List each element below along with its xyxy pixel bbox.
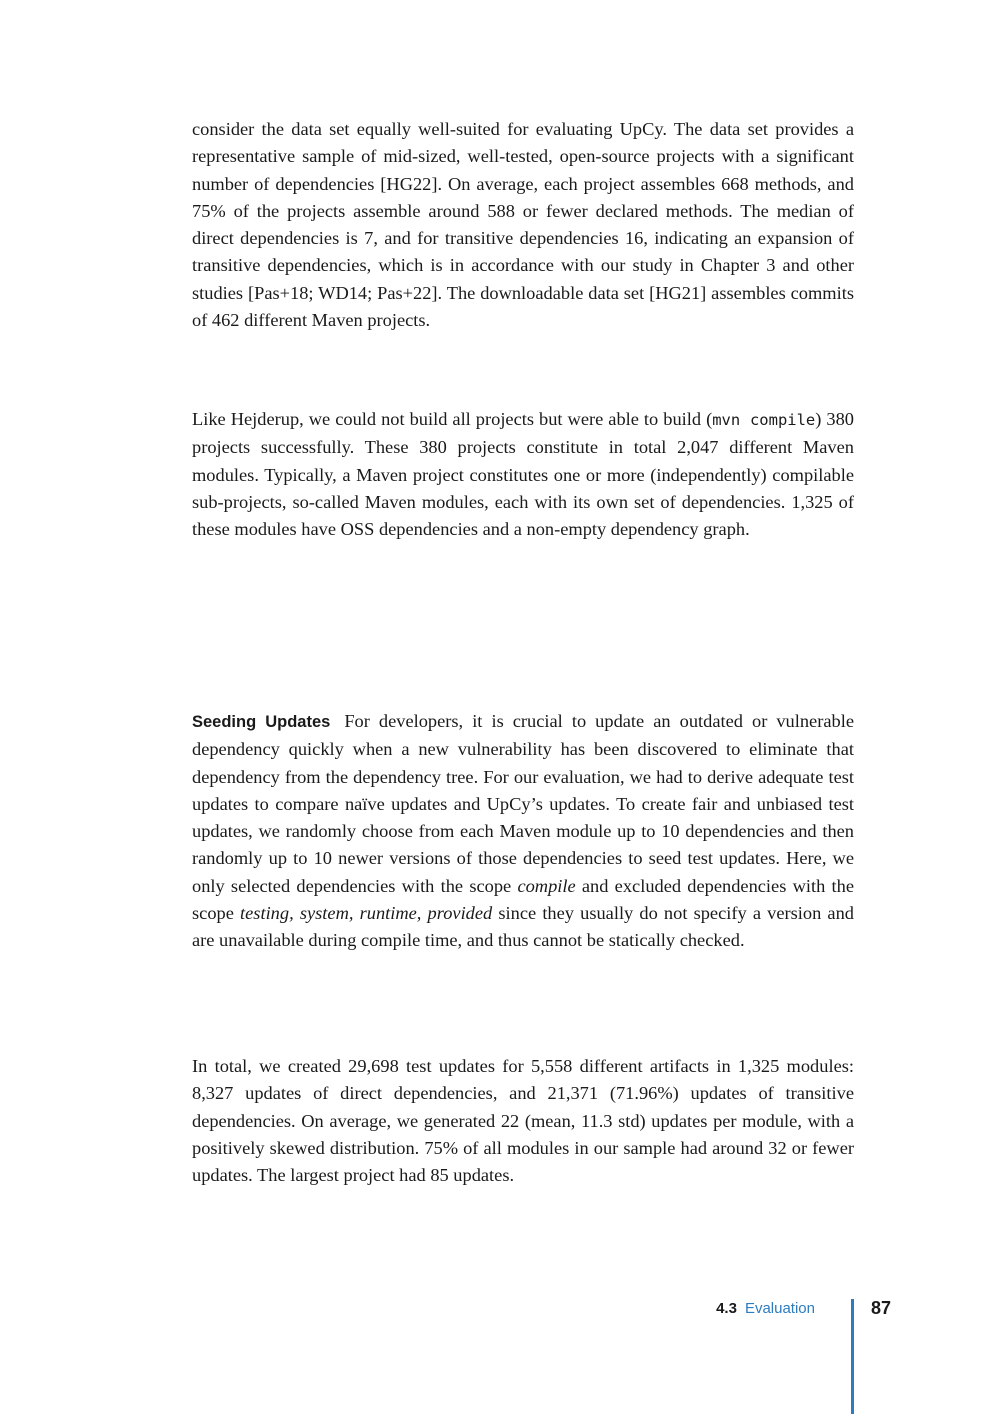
footer-section-title: Evaluation (744, 1300, 815, 1317)
emphasis-excluded-scopes: testing, system, runtime, provided (240, 903, 493, 924)
paragraph-build-results (192, 406, 854, 543)
page-number: 87 (871, 1298, 892, 1318)
paragraph-text: In total, we created 29,698 test updates for 5,558 different artifacts in 1,325 modules: 8,327 updates of direct dependencies, and 21,371 (71.96%) updates of transitive dependencies. On average, we generated 22 (mean, 11.3 std) updates per module, with a positively skewed distribution. 75% of all modules in our sample had around 32 or fewer updates. The largest project had 85 updates. (192, 1056, 854, 1186)
paragraph-text: and excluded dependencies with the scope (192, 875, 854, 924)
inline-code-mvn-compile: mvn compile (712, 411, 816, 429)
section-run-in-heading: Seeding Updates (192, 713, 331, 731)
paragraph-dataset-description (192, 116, 854, 334)
paragraph-text: since they usually do not specify a version and are unavailable during compile time, and thus cannot be statically checked. (192, 903, 854, 951)
paragraph-seeding-updates (192, 708, 854, 955)
paragraph-text: Like Hejderup, we could not build all projects but were able to build ( (192, 409, 713, 429)
running-footer (716, 1300, 815, 1317)
footer-vertical-rule (851, 1299, 854, 1414)
paragraph-text: For developers, it is crucial to update an outdated or vulnerable dependency quickly when a new vulnerability has been discovered to eliminate that dependency from the dependency tree. For our evaluation, we had to derive adequate test updates to compare naïve updates and UpCy’s updates. To create fair and unbiased test updates, we randomly choose from each Maven module up to 10 dependencies and then randomly up to 10 newer versions of those dependencies to seed test updates. Here, we only selected dependencies with the scope (192, 711, 854, 896)
footer-section-number: 4.3 (716, 1300, 737, 1317)
emphasis-compile: compile (517, 875, 576, 896)
paragraph-text: consider the data set equally well-suited for evaluating UpCy. The data set provides a representative sample of mid-sized, well-tested, open-source projects with a significant number of dependencies [HG22]. On average, each project assembles 668 methods, and 75% of the projects assemble around 588 or fewer declared methods. The median of direct dependencies is 7, and for transitive dependencies 16, indicating an expansion of transitive dependencies, which is in accordance with our study in Chapter 3 and other studies [Pas+18; WD14; Pas+22]. The downloadable data set [HG21] assembles commits of 462 different Maven projects. (192, 119, 854, 331)
paragraph-update-totals (192, 1053, 854, 1189)
paragraph-text: ) 380 projects successfully. These 380 projects constitute in total 2,047 different Maven modules. Typically, a Maven project constitutes one or more (independently) compilable sub-projects, so-called Maven modules, each with its own set of dependencies. 1,325 of these modules have OSS dependencies and a non-empty dependency graph. (192, 409, 855, 540)
